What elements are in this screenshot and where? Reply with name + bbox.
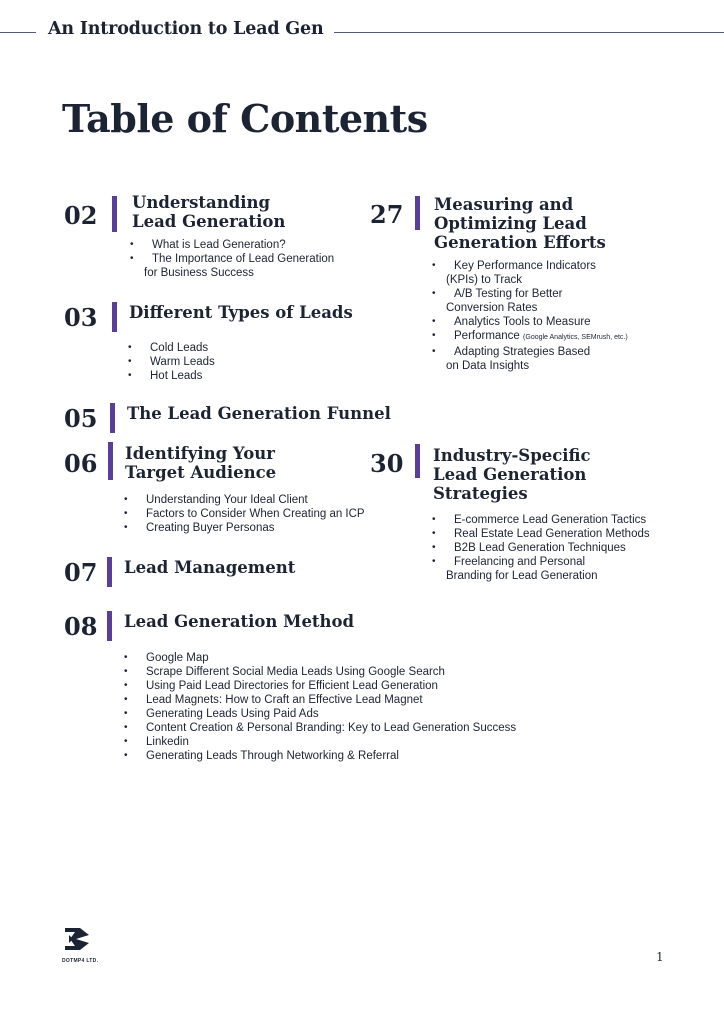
section-title: Measuring and Optimizing Lead Generation Efforts xyxy=(434,195,606,252)
section-items xyxy=(124,493,365,535)
list-item: • Lead Magnets: How to Craft an Effective Lead Magnet xyxy=(124,693,516,707)
list-item: • E-commerce Lead Generation Tactics xyxy=(432,513,650,527)
section-number: 06 xyxy=(64,449,98,478)
list-item: • Cold Leads xyxy=(128,341,215,355)
list-item: • Google Map xyxy=(124,651,516,665)
header-rule-left xyxy=(0,32,36,33)
section-number: 07 xyxy=(64,558,98,587)
accent-bar xyxy=(108,442,113,480)
section-number: 30 xyxy=(370,449,404,478)
section-items xyxy=(124,651,516,763)
list-item: • Hot Leads xyxy=(128,369,215,383)
section-items xyxy=(130,238,334,280)
accent-bar xyxy=(112,196,117,232)
section-title: Identifying Your Target Audience xyxy=(125,444,277,482)
company-logo xyxy=(62,926,106,964)
list-item: • Using Paid Lead Directories for Efficient Lead Generation xyxy=(124,679,516,693)
accent-bar xyxy=(415,444,420,478)
accent-bar xyxy=(107,611,112,641)
section-title: Lead Management xyxy=(124,558,296,577)
list-item: • Generating Leads Using Paid Ads xyxy=(124,707,516,721)
list-item: • A/B Testing for Better Conversion Rates xyxy=(432,287,628,315)
accent-bar xyxy=(112,302,117,332)
section-number: 08 xyxy=(64,612,98,641)
section-title: The Lead Generation Funnel xyxy=(127,404,391,423)
header-rule-right xyxy=(334,32,724,33)
header-title: An Introduction to Lead Gen xyxy=(48,19,324,39)
section-title: Understanding Lead Generation xyxy=(132,193,286,231)
accent-bar xyxy=(415,196,420,230)
section-items xyxy=(128,341,215,383)
accent-bar xyxy=(107,557,112,587)
list-item: • Key Performance Indicators (KPIs) to Track xyxy=(432,259,628,287)
accent-bar xyxy=(110,403,115,433)
logo-text: DOTMP4 LTD. xyxy=(62,958,99,964)
list-item: • B2B Lead Generation Techniques xyxy=(432,541,650,555)
list-item: • Performance (Google Analytics, SEMrush, etc.) xyxy=(432,329,628,345)
section-items xyxy=(432,513,650,583)
section-number: 05 xyxy=(64,404,98,433)
section-items xyxy=(432,259,628,373)
list-item: • Adapting Strategies Based on Data Insights xyxy=(432,345,628,373)
dotmp4-logo-icon xyxy=(62,926,92,952)
section-title: Different Types of Leads xyxy=(129,303,353,322)
list-item: • Scrape Different Social Media Leads Using Google Search xyxy=(124,665,516,679)
list-item: • Understanding Your Ideal Client xyxy=(124,493,365,507)
list-item: • What is Lead Generation? xyxy=(130,238,334,252)
list-item: • Linkedin xyxy=(124,735,516,749)
page-title: Table of Contents xyxy=(62,96,428,141)
list-item: • Generating Leads Through Networking & Referral xyxy=(124,749,516,763)
list-item: • Analytics Tools to Measure xyxy=(432,315,628,329)
list-item: • Freelancing and Personal Branding for Lead Generation xyxy=(432,555,650,583)
page-number: 1 xyxy=(656,950,664,964)
list-item: • Content Creation & Personal Branding: Key to Lead Generation Success xyxy=(124,721,516,735)
section-number: 02 xyxy=(64,201,98,230)
list-item: • Factors to Consider When Creating an ICP xyxy=(124,507,365,521)
section-title: Lead Generation Method xyxy=(124,612,355,631)
list-item: • The Importance of Lead Generation for Business Success xyxy=(130,252,334,280)
section-title: Industry-Specific Lead Generation Strategies xyxy=(433,446,591,503)
list-item: • Creating Buyer Personas xyxy=(124,521,365,535)
section-number: 03 xyxy=(64,303,98,332)
list-item: • Real Estate Lead Generation Methods xyxy=(432,527,650,541)
section-number: 27 xyxy=(370,200,404,229)
list-item: • Warm Leads xyxy=(128,355,215,369)
